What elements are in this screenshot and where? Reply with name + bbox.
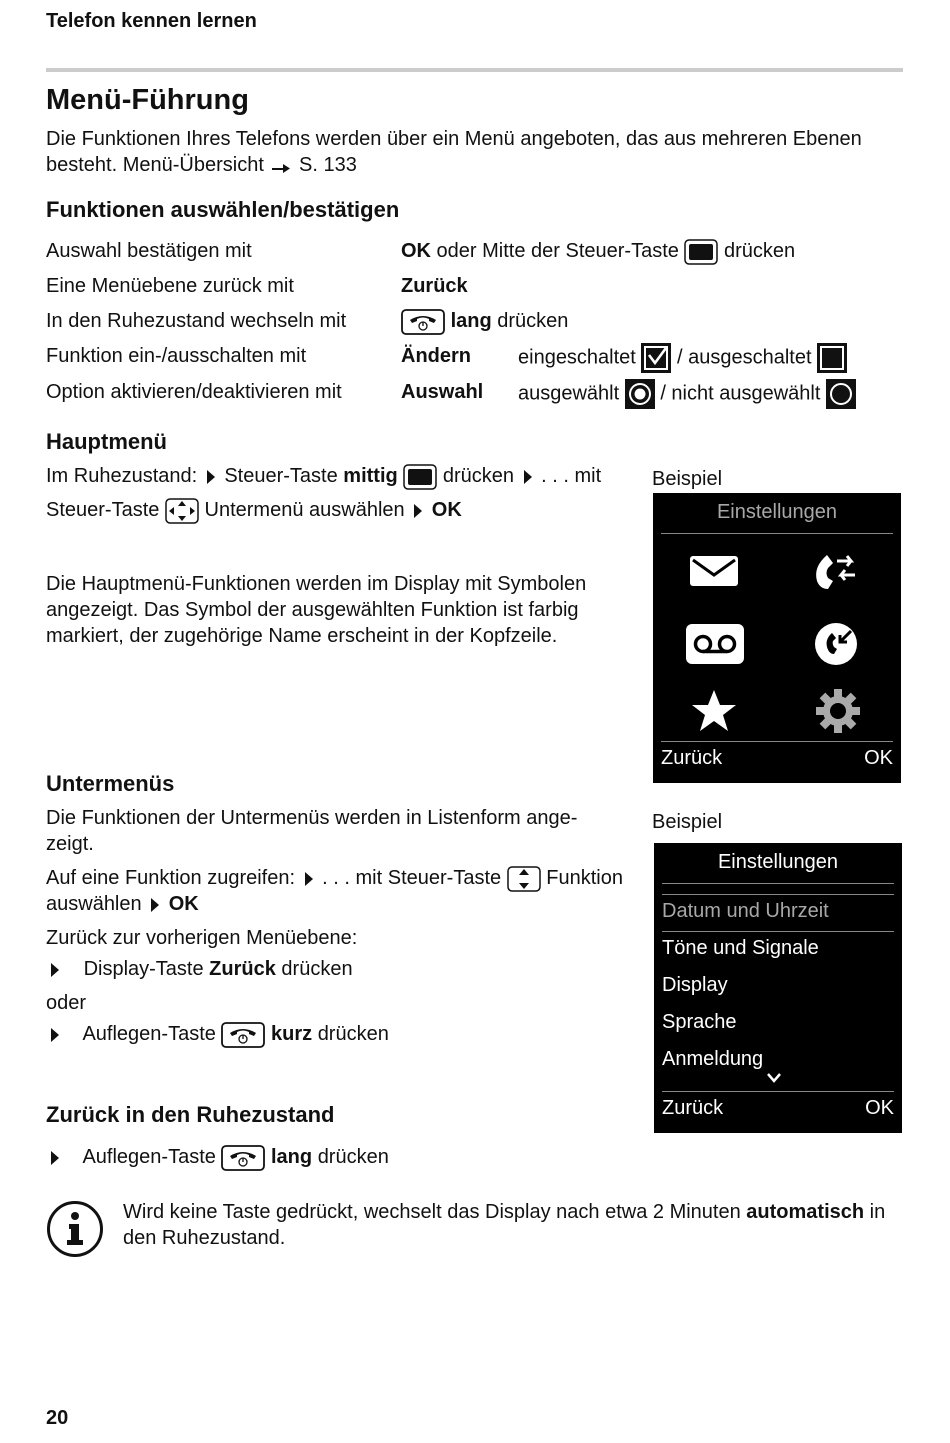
screen-divider — [662, 883, 894, 884]
step2-end-key-text: Auflegen-Taste — [82, 1023, 216, 1045]
access-intro-text: Auf eine Funktion zugreifen: — [46, 867, 296, 889]
nav-key-up-down-icon — [507, 866, 541, 892]
intro-line-2 — [46, 152, 357, 178]
submenus-back-intro: Zurück zur vorherigen Menüebene: — [46, 927, 358, 949]
running-title: Telefon kennen lernen — [46, 10, 257, 32]
select-key-label: Auswahl — [401, 381, 484, 403]
back-idle-long-text: lang — [271, 1146, 313, 1168]
row-label-toggle: Funktion ein-/ausschalten mit — [46, 345, 307, 367]
step-triangle-icon — [206, 469, 216, 485]
main-menu-with-text: . . . mit — [541, 465, 602, 487]
main-menu-select-submenu-text: Untermenü auswählen — [204, 499, 405, 521]
ok-key: OK — [401, 240, 431, 262]
note-line-1 — [123, 1199, 885, 1225]
toggle-states — [518, 343, 847, 373]
option-states — [518, 379, 856, 409]
access-ok-text: OK — [168, 893, 199, 915]
step2-short-text: kurz — [271, 1023, 313, 1045]
checkbox-unchecked-icon — [817, 343, 847, 373]
step-triangle-icon — [50, 1150, 60, 1166]
submenus-line-2: zeigt. — [46, 833, 94, 855]
screen-title: Einstellungen — [716, 501, 838, 523]
radio-unselected-icon — [826, 379, 856, 409]
submenus-access-line-2 — [46, 891, 199, 917]
main-menu-center-text: mittig — [343, 465, 398, 487]
example-label-submenu: Beispiel — [652, 811, 723, 833]
voicemail-icon[interactable] — [685, 623, 745, 665]
scroll-down-chevron-icon — [766, 1072, 782, 1084]
access-nav-text: . . . mit Steuer-Taste — [322, 867, 502, 889]
nav-key-center-icon — [403, 464, 437, 490]
submenus-or: oder — [46, 992, 87, 1014]
row-value-idle — [401, 308, 568, 335]
radio-selected-icon — [625, 379, 655, 409]
call-list-icon[interactable] — [813, 621, 859, 667]
page-reference-link[interactable]: S. 133 — [299, 154, 357, 176]
option-on-label: ausgewählt — [518, 382, 620, 405]
submenus-line-1: Die Funktionen der Untermenüs werden in Listenform ange- — [46, 807, 578, 829]
section-heading-submenus: Untermenüs — [46, 771, 175, 796]
row-label-option: Option aktivieren/deaktivieren mit — [46, 381, 342, 403]
note-text-bold: automatisch — [746, 1201, 865, 1223]
note-text-c: in — [869, 1201, 886, 1223]
step-triangle-icon — [523, 469, 533, 485]
step-triangle-icon — [50, 962, 60, 978]
step1-display-key-text: Display-Taste — [83, 958, 204, 980]
section-heading-main-menu: Hauptmenü — [46, 429, 167, 454]
step-triangle-icon — [413, 503, 423, 519]
change-key-label: Ändern — [401, 345, 471, 367]
toggle-on-label: eingeschaltet — [518, 346, 636, 369]
back-key-label: Zurück — [401, 275, 468, 297]
step-triangle-icon — [304, 871, 314, 887]
page-title: Menü-Führung — [46, 84, 249, 116]
screen-left-softkey[interactable]: Zurück — [662, 1097, 724, 1119]
row-value-confirm-text: oder Mitte der Steuer-Taste — [431, 240, 679, 262]
list-item[interactable]: Display — [662, 974, 728, 996]
screen-title: Einstellungen — [717, 851, 839, 873]
back-idle-step — [46, 1144, 389, 1171]
header-rule — [46, 68, 903, 72]
access-function-text: Funktion — [546, 867, 623, 889]
screen-right-softkey[interactable]: OK — [865, 1097, 894, 1119]
screen-bottom-divider — [662, 1091, 894, 1092]
row-label-back: Eine Menüebene zurück mit — [46, 275, 294, 297]
selection-top-line — [662, 894, 894, 895]
screen-left-softkey[interactable]: Zurück — [661, 747, 723, 769]
main-menu-line-2 — [46, 497, 462, 524]
main-menu-nav-key-text-2: Steuer-Taste — [46, 499, 160, 521]
call-transfer-icon[interactable] — [811, 551, 859, 591]
main-menu-screen — [653, 493, 901, 783]
selection-bottom-line — [662, 931, 894, 932]
submenus-step-1 — [46, 956, 353, 982]
submenus-step-2 — [46, 1021, 389, 1048]
back-idle-press-text: drücken — [317, 1146, 389, 1168]
envelope-icon[interactable] — [689, 553, 739, 589]
end-call-key-icon — [221, 1145, 265, 1171]
nav-key-center-icon — [684, 239, 718, 265]
step2-press-text: drücken — [317, 1023, 389, 1045]
option-off-label: / nicht ausgewählt — [660, 382, 821, 405]
row-value-confirm-text-2: drücken — [724, 240, 796, 262]
section-heading-back-idle: Zurück in den Ruhezustand — [46, 1102, 335, 1127]
page-number: 20 — [46, 1407, 69, 1429]
section-heading-select: Funktionen auswählen/bestätigen — [46, 197, 400, 222]
step1-press-text: drücken — [281, 958, 353, 980]
nav-key-four-way-icon — [165, 498, 199, 524]
submenus-access-line-1 — [46, 865, 623, 892]
main-menu-para-1: Die Hauptmenü-Funktionen werden im Display mit Symbolen — [46, 573, 587, 595]
screen-right-softkey[interactable]: OK — [864, 747, 893, 769]
main-menu-nav-key-text: Steuer-Taste — [224, 465, 338, 487]
screen-bottom-divider — [661, 741, 893, 742]
example-label-main: Beispiel — [652, 468, 723, 490]
list-item[interactable]: Sprache — [662, 1011, 737, 1033]
info-icon — [46, 1200, 104, 1258]
end-call-key-icon — [401, 309, 445, 335]
main-menu-para-3: markiert, der zugehörige Name erscheint in der Kopfzeile. — [46, 625, 558, 647]
list-item[interactable]: Töne und Signale — [662, 937, 819, 959]
checkbox-checked-icon — [641, 343, 671, 373]
row-label-idle: In den Ruhezustand wechseln mit — [46, 310, 347, 332]
intro-line-2-text: besteht. Menü-Übersicht — [46, 154, 264, 176]
row-value-confirm — [401, 238, 795, 265]
main-menu-ok-text: OK — [431, 499, 462, 521]
toggle-off-label: / ausgeschaltet — [677, 346, 812, 369]
row-label-confirm: Auswahl bestätigen mit — [46, 240, 252, 262]
main-menu-line-1 — [46, 463, 601, 490]
list-item[interactable]: Anmeldung — [662, 1048, 764, 1070]
main-menu-idle-text: Im Ruhezustand: — [46, 465, 198, 487]
list-item-selected[interactable]: Datum und Uhrzeit — [662, 900, 829, 922]
step1-back-text: Zurück — [209, 958, 276, 980]
star-icon[interactable] — [691, 689, 737, 733]
row-value-idle-text: drücken — [491, 310, 569, 332]
access-select-text: auswählen — [46, 893, 142, 915]
submenu-screen — [654, 843, 902, 1133]
note-text-a: Wird keine Taste gedrückt, wechselt das Display nach etwa 2 Minuten — [123, 1201, 741, 1223]
intro-line-1: Die Funktionen Ihres Telefons werden über ein Menü angeboten, das aus mehreren Ebenen — [46, 128, 862, 150]
step-triangle-icon — [150, 897, 160, 913]
step-triangle-icon — [50, 1027, 60, 1043]
main-menu-press-text: drücken — [442, 465, 514, 487]
long-press-label: lang — [450, 310, 492, 332]
screen-divider — [661, 533, 893, 534]
arrow-right-icon — [271, 159, 291, 173]
note-line-2: den Ruhezustand. — [123, 1227, 286, 1249]
end-call-key-icon — [221, 1022, 265, 1048]
main-menu-para-2: angezeigt. Das Symbol der ausgewählten Funktion ist farbig — [46, 599, 579, 621]
gear-icon[interactable] — [816, 689, 860, 733]
back-idle-end-key-text: Auflegen-Taste — [82, 1146, 216, 1168]
